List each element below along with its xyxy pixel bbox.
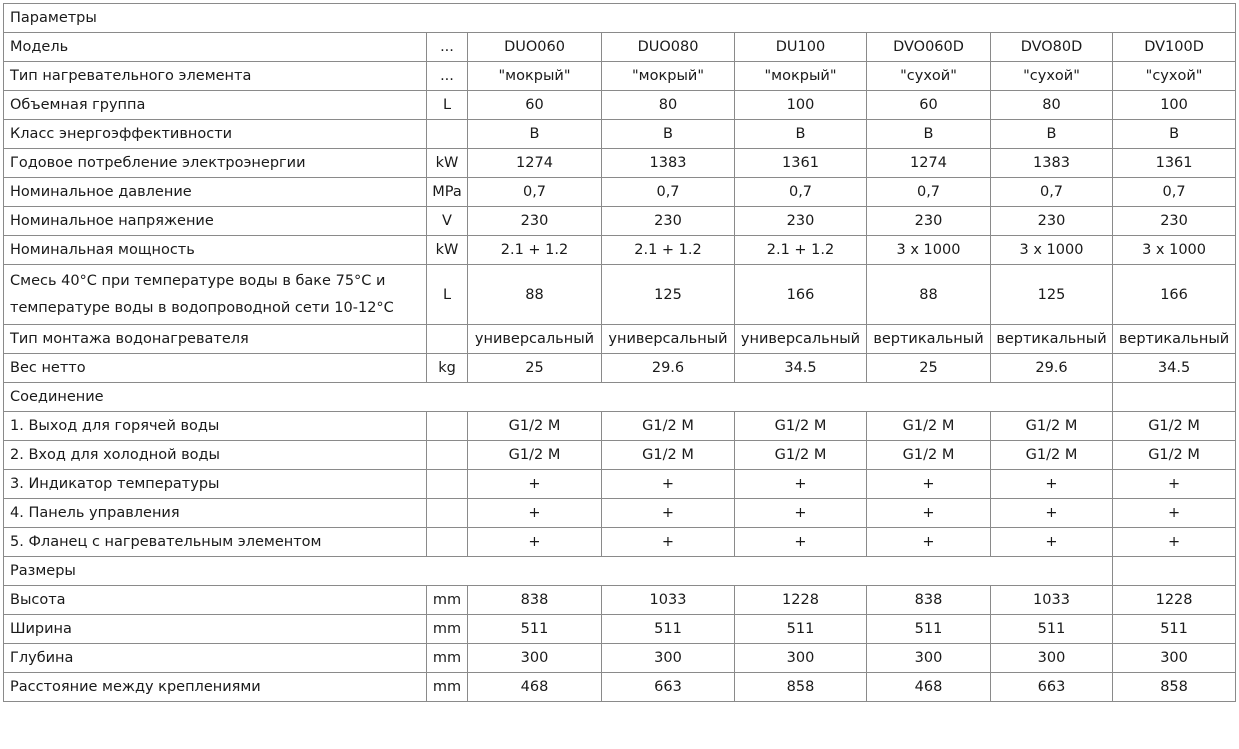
value-cell: 88 bbox=[468, 265, 602, 325]
value-cell: 1383 bbox=[991, 149, 1113, 178]
section-row bbox=[4, 4, 1236, 33]
unit-cell: V bbox=[427, 207, 468, 236]
section-blank-cell bbox=[1113, 557, 1236, 586]
unit-cell: mm bbox=[427, 673, 468, 702]
value-cell: 663 bbox=[991, 673, 1113, 702]
value-cell: 230 bbox=[1113, 207, 1236, 236]
value-cell: G1/2 M bbox=[867, 441, 991, 470]
param-label: 3. Индикатор температуры bbox=[4, 470, 427, 499]
unit-cell: kg bbox=[427, 354, 468, 383]
value-cell: 858 bbox=[735, 673, 867, 702]
value-cell: 3 x 1000 bbox=[991, 236, 1113, 265]
value-cell: "мокрый" bbox=[468, 62, 602, 91]
unit-cell bbox=[427, 528, 468, 557]
value-cell: + bbox=[735, 499, 867, 528]
value-cell: "сухой" bbox=[1113, 62, 1236, 91]
value-cell: 511 bbox=[867, 615, 991, 644]
value-cell: B bbox=[735, 120, 867, 149]
section-title-dimensions: Размеры bbox=[4, 557, 1113, 586]
param-label: 4. Панель управления bbox=[4, 499, 427, 528]
value-cell: DU100 bbox=[735, 33, 867, 62]
value-cell: G1/2 M bbox=[468, 441, 602, 470]
unit-cell bbox=[427, 120, 468, 149]
unit-cell: MPa bbox=[427, 178, 468, 207]
value-cell: вертикальный bbox=[867, 325, 991, 354]
value-cell: 0,7 bbox=[991, 178, 1113, 207]
value-cell: 100 bbox=[1113, 91, 1236, 120]
value-cell: G1/2 M bbox=[602, 441, 735, 470]
value-cell: 1274 bbox=[867, 149, 991, 178]
value-cell: 230 bbox=[602, 207, 735, 236]
value-cell: G1/2 M bbox=[602, 412, 735, 441]
param-row bbox=[4, 62, 1236, 91]
value-cell: + bbox=[468, 499, 602, 528]
value-cell: "сухой" bbox=[867, 62, 991, 91]
value-cell: 2.1 + 1.2 bbox=[602, 236, 735, 265]
param-label: Класс энергоэффективности bbox=[4, 120, 427, 149]
value-cell: G1/2 M bbox=[735, 412, 867, 441]
value-cell: 0,7 bbox=[1113, 178, 1236, 207]
param-label: Ширина bbox=[4, 615, 427, 644]
value-cell: DVO80D bbox=[991, 33, 1113, 62]
value-cell: 0,7 bbox=[735, 178, 867, 207]
value-cell: 60 bbox=[468, 91, 602, 120]
value-cell: 468 bbox=[867, 673, 991, 702]
value-cell: 80 bbox=[602, 91, 735, 120]
connection-row bbox=[4, 528, 1236, 557]
param-label: Модель bbox=[4, 33, 427, 62]
unit-cell: mm bbox=[427, 586, 468, 615]
value-cell: 1274 bbox=[468, 149, 602, 178]
param-row bbox=[4, 236, 1236, 265]
connection-row bbox=[4, 441, 1236, 470]
value-cell: 300 bbox=[468, 644, 602, 673]
value-cell: универсальный bbox=[602, 325, 735, 354]
value-cell: 2.1 + 1.2 bbox=[468, 236, 602, 265]
value-cell: 125 bbox=[991, 265, 1113, 325]
value-cell: DUO080 bbox=[602, 33, 735, 62]
value-cell: 838 bbox=[867, 586, 991, 615]
param-row bbox=[4, 325, 1236, 354]
value-cell: 0,7 bbox=[867, 178, 991, 207]
value-cell: + bbox=[468, 470, 602, 499]
dimension-row bbox=[4, 644, 1236, 673]
value-cell: 166 bbox=[1113, 265, 1236, 325]
value-cell: + bbox=[867, 528, 991, 557]
unit-cell: L bbox=[427, 265, 468, 325]
param-label: 2. Вход для холодной воды bbox=[4, 441, 427, 470]
param-label: Тип нагревательного элемента bbox=[4, 62, 427, 91]
value-cell: 300 bbox=[1113, 644, 1236, 673]
value-cell: DUO060 bbox=[468, 33, 602, 62]
param-row bbox=[4, 178, 1236, 207]
value-cell: 100 bbox=[735, 91, 867, 120]
param-label: Смесь 40°С при температуре воды в баке 75°С и температуре воды в водопроводной сети 10-12°С bbox=[4, 265, 427, 325]
unit-cell: ... bbox=[427, 62, 468, 91]
model-row bbox=[4, 33, 1236, 62]
value-cell: + bbox=[735, 470, 867, 499]
value-cell: 511 bbox=[602, 615, 735, 644]
value-cell: 0,7 bbox=[468, 178, 602, 207]
spec-table bbox=[3, 3, 1236, 702]
unit-cell: kW bbox=[427, 149, 468, 178]
value-cell: B bbox=[1113, 120, 1236, 149]
value-cell: B bbox=[468, 120, 602, 149]
value-cell: 1383 bbox=[602, 149, 735, 178]
value-cell: 29.6 bbox=[602, 354, 735, 383]
value-cell: 166 bbox=[735, 265, 867, 325]
value-cell: 1033 bbox=[991, 586, 1113, 615]
value-cell: 3 x 1000 bbox=[867, 236, 991, 265]
value-cell: B bbox=[991, 120, 1113, 149]
section-blank-cell bbox=[1113, 383, 1236, 412]
unit-cell bbox=[427, 412, 468, 441]
unit-cell bbox=[427, 325, 468, 354]
value-cell: 230 bbox=[468, 207, 602, 236]
value-cell: 2.1 + 1.2 bbox=[735, 236, 867, 265]
value-cell: 1033 bbox=[602, 586, 735, 615]
value-cell: G1/2 M bbox=[1113, 412, 1236, 441]
unit-cell bbox=[427, 470, 468, 499]
value-cell: 468 bbox=[468, 673, 602, 702]
value-cell: 300 bbox=[602, 644, 735, 673]
param-row bbox=[4, 120, 1236, 149]
value-cell: 25 bbox=[468, 354, 602, 383]
unit-cell: mm bbox=[427, 644, 468, 673]
value-cell: 300 bbox=[991, 644, 1113, 673]
value-cell: G1/2 M bbox=[735, 441, 867, 470]
value-cell: B bbox=[867, 120, 991, 149]
param-label: Высота bbox=[4, 586, 427, 615]
value-cell: + bbox=[991, 528, 1113, 557]
value-cell: 230 bbox=[991, 207, 1113, 236]
value-cell: 80 bbox=[991, 91, 1113, 120]
value-cell: 1228 bbox=[1113, 586, 1236, 615]
section-row bbox=[4, 383, 1236, 412]
value-cell: универсальный bbox=[735, 325, 867, 354]
unit-cell: mm bbox=[427, 615, 468, 644]
connection-row bbox=[4, 470, 1236, 499]
value-cell: + bbox=[1113, 499, 1236, 528]
section-title-params: Параметры bbox=[4, 4, 1236, 33]
value-cell: 300 bbox=[735, 644, 867, 673]
value-cell: 88 bbox=[867, 265, 991, 325]
value-cell: 29.6 bbox=[991, 354, 1113, 383]
value-cell: G1/2 M bbox=[1113, 441, 1236, 470]
value-cell: 511 bbox=[991, 615, 1113, 644]
param-row bbox=[4, 354, 1236, 383]
value-cell: B bbox=[602, 120, 735, 149]
value-cell: 125 bbox=[602, 265, 735, 325]
value-cell: + bbox=[468, 528, 602, 557]
value-cell: DV100D bbox=[1113, 33, 1236, 62]
value-cell: + bbox=[602, 499, 735, 528]
param-label: Объемная группа bbox=[4, 91, 427, 120]
unit-cell bbox=[427, 441, 468, 470]
value-cell: + bbox=[735, 528, 867, 557]
value-cell: + bbox=[867, 470, 991, 499]
param-label: Номинальное давление bbox=[4, 178, 427, 207]
dimension-row bbox=[4, 615, 1236, 644]
unit-cell: L bbox=[427, 91, 468, 120]
value-cell: G1/2 M bbox=[991, 412, 1113, 441]
value-cell: 300 bbox=[867, 644, 991, 673]
value-cell: 1361 bbox=[1113, 149, 1236, 178]
unit-cell: ... bbox=[427, 33, 468, 62]
value-cell: + bbox=[991, 499, 1113, 528]
value-cell: 34.5 bbox=[1113, 354, 1236, 383]
value-cell: 1361 bbox=[735, 149, 867, 178]
value-cell: 230 bbox=[735, 207, 867, 236]
value-cell: 511 bbox=[468, 615, 602, 644]
dimension-row bbox=[4, 586, 1236, 615]
section-row bbox=[4, 557, 1236, 586]
param-row bbox=[4, 265, 1236, 325]
value-cell: + bbox=[1113, 470, 1236, 499]
value-cell: вертикальный bbox=[991, 325, 1113, 354]
value-cell: "мокрый" bbox=[602, 62, 735, 91]
value-cell: G1/2 M bbox=[468, 412, 602, 441]
param-label: Номинальное напряжение bbox=[4, 207, 427, 236]
value-cell: 663 bbox=[602, 673, 735, 702]
value-cell: 1228 bbox=[735, 586, 867, 615]
value-cell: "сухой" bbox=[991, 62, 1113, 91]
value-cell: "мокрый" bbox=[735, 62, 867, 91]
connection-row bbox=[4, 412, 1236, 441]
value-cell: 230 bbox=[867, 207, 991, 236]
value-cell: + bbox=[1113, 528, 1236, 557]
param-label: Тип монтажа водонагревателя bbox=[4, 325, 427, 354]
param-label: 5. Фланец с нагревательным элементом bbox=[4, 528, 427, 557]
value-cell: DVO060D bbox=[867, 33, 991, 62]
connection-row bbox=[4, 499, 1236, 528]
param-label: Вес нетто bbox=[4, 354, 427, 383]
value-cell: 838 bbox=[468, 586, 602, 615]
value-cell: + bbox=[602, 470, 735, 499]
value-cell: 0,7 bbox=[602, 178, 735, 207]
section-title-connection: Соединение bbox=[4, 383, 1113, 412]
value-cell: 858 bbox=[1113, 673, 1236, 702]
value-cell: 3 x 1000 bbox=[1113, 236, 1236, 265]
value-cell: вертикальный bbox=[1113, 325, 1236, 354]
param-label: 1. Выход для горячей воды bbox=[4, 412, 427, 441]
value-cell: 34.5 bbox=[735, 354, 867, 383]
param-row bbox=[4, 149, 1236, 178]
param-row bbox=[4, 91, 1236, 120]
param-row bbox=[4, 207, 1236, 236]
value-cell: + bbox=[991, 470, 1113, 499]
value-cell: + bbox=[867, 499, 991, 528]
value-cell: 60 bbox=[867, 91, 991, 120]
unit-cell: kW bbox=[427, 236, 468, 265]
value-cell: G1/2 M bbox=[991, 441, 1113, 470]
param-label: Расстояние между креплениями bbox=[4, 673, 427, 702]
param-label: Годовое потребление электроэнергии bbox=[4, 149, 427, 178]
dimension-row bbox=[4, 673, 1236, 702]
value-cell: 511 bbox=[735, 615, 867, 644]
param-label: Номинальная мощность bbox=[4, 236, 427, 265]
value-cell: универсальный bbox=[468, 325, 602, 354]
value-cell: G1/2 M bbox=[867, 412, 991, 441]
value-cell: 511 bbox=[1113, 615, 1236, 644]
unit-cell bbox=[427, 499, 468, 528]
value-cell: + bbox=[602, 528, 735, 557]
param-label: Глубина bbox=[4, 644, 427, 673]
value-cell: 25 bbox=[867, 354, 991, 383]
